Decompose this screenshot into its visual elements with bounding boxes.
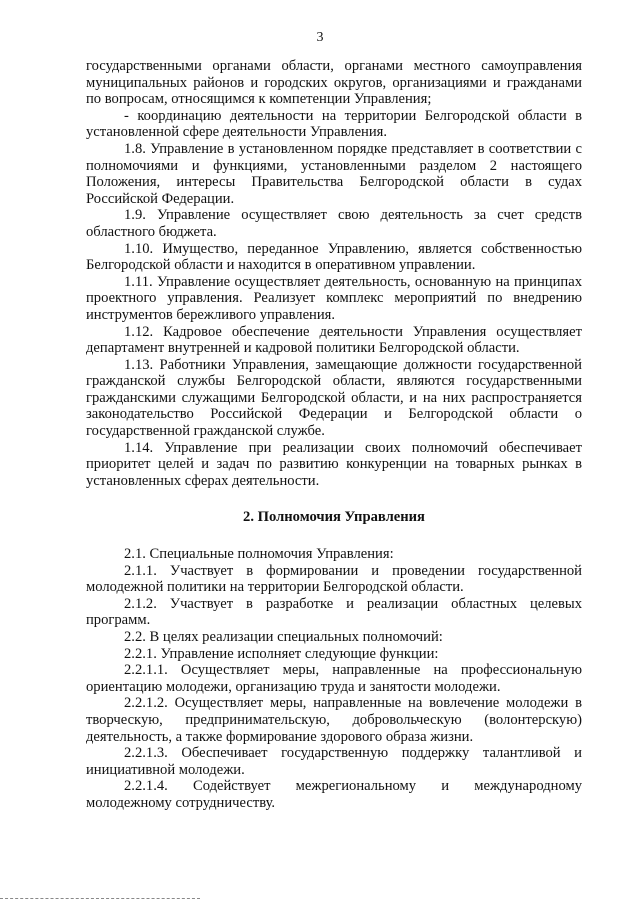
paragraph-1-11: 1.11. Управление осуществляет деятельность, основанную на принципах проектного управления. Реализует комплекс мероприятий по внедрению инструментов бережливого управления. xyxy=(86,273,582,323)
paragraph-1-13: 1.13. Работники Управления, замещающие должности государственной гражданской службы Белгородской области, являются государственными гражданскими служащими Белгородской области, и на них распространяется законодательство Российской Федерации и Белгородской области о государственной гражданской службе. xyxy=(86,356,582,440)
paragraph-2-2-1-4: 2.2.1.4. Содействует межрегиональному и международному молодежному сотрудничеству. xyxy=(86,778,582,811)
paragraph-1-14: 1.14. Управление при реализации своих полномочий обеспечивает приоритет целей и задач по развитию конкуренции на товарных рынках в установленных сферах деятельности. xyxy=(86,439,582,489)
paragraph-continuation: государственными органами области, органами местного самоуправления муниципальных районов и городских округов, организациями и гражданами по вопросам, относящимся к компетенции Управления; xyxy=(86,58,582,108)
paragraph-2-1-1: 2.1.1. Участвует в формировании и проведении государственной молодежной политики на территории Белгородской области. xyxy=(86,562,582,596)
paragraph-1-12: 1.12. Кадровое обеспечение деятельности Управления осуществляет департамент внутренней и кадровой политики Белгородской области. xyxy=(86,323,582,357)
paragraph-2-2-1-3: 2.2.1.3. Обеспечивает государственную поддержку талантливой и инициативной молодежи. xyxy=(86,745,582,778)
paragraph-2-1: 2.1. Специальные полномочия Управления: xyxy=(124,546,394,563)
paragraph-2-2-1-2: 2.2.1.2. Осуществляет меры, направленные на вовлечение молодежи в творческую, предпринимательскую, добровольческую (волонтерскую) деятельность, а также формирование здорового образа жизни. xyxy=(86,695,582,745)
paragraph-2-1-2: 2.1.2. Участвует в разработке и реализации областных целевых программ. xyxy=(86,595,582,629)
section-heading: 2. Полномочия Управления xyxy=(243,509,425,526)
document-body xyxy=(86,58,582,812)
paragraph-2-2-1-1: 2.2.1.1. Осуществляет меры, направленные на профессиональную ориентацию молодежи, организацию труда и занятости молодежи. xyxy=(86,662,582,695)
paragraph-2-2-1: 2.2.1. Управление исполняет следующие функции: xyxy=(124,645,439,662)
paragraph-1-10: 1.10. Имущество, переданное Управлению, является собственностью Белгородской области и находится в оперативном управлении. xyxy=(86,240,582,274)
paragraph-1-8: 1.8. Управление в установленном порядке представляет в соответствии с полномочиями и функциями, установленными разделом 2 настоящего Положения, интересы Правительства Белгородской области в судах Российской Федерации. xyxy=(86,140,582,207)
scan-artifact-line xyxy=(0,898,200,900)
paragraph-2-2: 2.2. В целях реализации специальных полномочий: xyxy=(124,629,443,645)
paragraph-1-9: 1.9. Управление осуществляет свою деятельность за счет средств областного бюджета. xyxy=(86,207,582,240)
page-number: 3 xyxy=(316,30,324,45)
paragraph-coordination: - координацию деятельности на территории Белгородской области в установленной сфере деятельности Управления. xyxy=(86,107,582,141)
